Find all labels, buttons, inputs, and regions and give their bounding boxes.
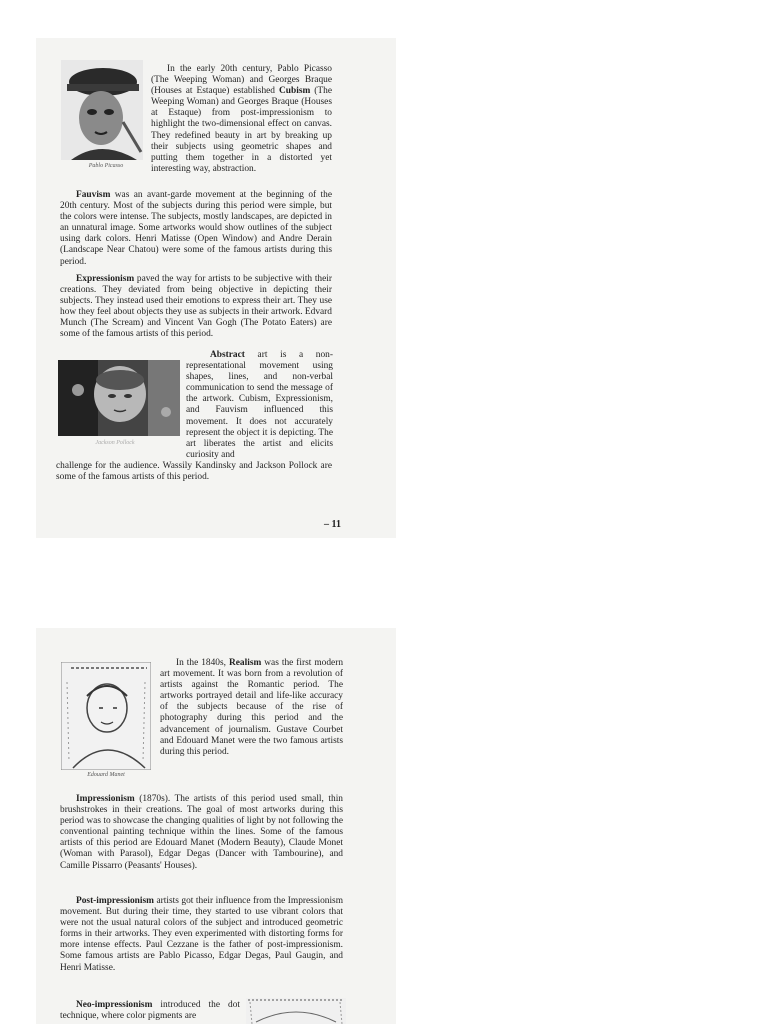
- picasso-photo: [61, 60, 143, 160]
- abstract-term: Abstract: [210, 350, 245, 360]
- pollock-photo: [58, 360, 180, 436]
- artwork-image-icon: [246, 998, 346, 1024]
- post-impressionism-body: artists got their influence from the Impressionism movement. But during their time, they started to use vibrant colors that were not the usual natural colors of the subject and introduced geometric forms in their artworks. They even experimented with distorting forms for more intense effects. Paul Cezzane is the father of post-impressionism. Some famous artists are Pablo Picasso, Edgar Degas, Paul Gaugin, and Henri Matisse.: [60, 896, 343, 973]
- abstract-continuation: challenge for the audience. Wassily Kandinsky and Jackson Pollock are some of the famous artists of this period.: [56, 461, 332, 483]
- portrait-image-icon: [61, 60, 143, 160]
- picasso-caption: Pablo Picasso: [88, 163, 124, 169]
- cubism-term: Cubism: [279, 86, 311, 97]
- neo-impressionism-term: Neo-impressionism: [76, 1000, 153, 1010]
- manet-caption: Edouard Manet: [87, 772, 125, 778]
- portrait-image-icon: [61, 662, 151, 770]
- textbook-page-bottom: [36, 628, 396, 1024]
- page-number: – 11: [324, 519, 341, 530]
- realism-paragraph: [160, 658, 343, 758]
- neo-impressionism-paragraph: [60, 1000, 240, 1022]
- page-number-value: 11: [331, 519, 341, 530]
- realism-term: Realism: [228, 658, 262, 668]
- neo-impressionism-photo: [246, 998, 346, 1024]
- fauvism-body: was an avant-garde movement at the beginning of the 20th century. Most of the subjects during this period were simple, but the colors were intense. The subjects, mostly landscapes, are depicted in an unnatural image. Some artworks would show outlines of the subject using dark colors. Henri Matisse (Open Window) and Andre Derain (Landscape Near Chatou) were some of the famous artists during this period.: [60, 190, 332, 267]
- abstract-paragraph: [186, 350, 333, 461]
- cubism-body: (The Weeping Woman) and Georges Braque (Houses at Estaque) from post-impressionism to highlight the two-dimensional effect on canvas. They redefined beauty in art by breaking up their subjects using geometric shapes and putting them together in a distorted yet interesting way, abstraction.: [151, 86, 332, 174]
- realism-body: was the first modern art movement. It was born from a revolution of artists against the Romantic period. The artworks portrayed detail and life-like accuracy of the subjects because of the rise of photography during this period and the advancement of journalism. Gustave Courbet and Edouard Manet were the two famous artists during this period.: [160, 658, 344, 757]
- neo-impressionism-body: introduced the dot technique, where color pigments are: [60, 1000, 240, 1022]
- realism-lead: In the 1840s,: [176, 658, 226, 668]
- fauvism-paragraph: [60, 190, 332, 268]
- cubism-lead: In the early 20th century, Pablo Picasso (The Weeping Woman) and Georges Braque (Houses at Estaque) established: [151, 64, 332, 97]
- impressionism-term: Impressionism: [76, 794, 135, 804]
- post-impressionism-term: Post-impressionism: [76, 896, 154, 906]
- post-impressionism-paragraph: [60, 896, 343, 974]
- manet-photo: [61, 662, 151, 770]
- portrait-image-icon: [58, 360, 180, 436]
- impressionism-paragraph: [60, 794, 343, 872]
- pollock-caption: Jackson Pollock: [95, 440, 135, 446]
- textbook-page-top: [36, 38, 396, 538]
- expressionism-term: Expressionism: [76, 274, 135, 284]
- expressionism-paragraph: [60, 274, 332, 341]
- abstract-body: art is a non-representational movement using shapes, lines, and non-verbal communication to send the message of the artwork. Cubism, Expressionism, and Fauvism influenced this movement. It does not accurately represent the object it is depicting. The art liberates the artist and elicits curiosity and: [186, 350, 333, 460]
- fauvism-term: Fauvism: [76, 190, 111, 200]
- cubism-paragraph: [151, 64, 332, 175]
- impressionism-body: (1870s). The artists of this period used small, thin brushstrokes in their creations. The goal of most artworks during this period was to showcase the changing qualities of light by not following the conventional painting technique within the lines. Some of the famous artists of this period are Edouard Manet (Modern Beauty), Claude Monet (Woman with Parasol), Edgar Degas (Dancer with Tambourine), and Camille Pissarro (Peasants' Houses).: [60, 794, 343, 871]
- expressionism-body: paved the way for artists to be subjective with their creations. They deviated from being objective in depicting their subjects. They instead used their emotions to express their art. They use how they feel about objects they use as subjects in their artwork. Edvard Munch (The Scream) and Vincent Van Gogh (The Potato Eaters) are some of the famous artists of this period.: [60, 274, 332, 340]
